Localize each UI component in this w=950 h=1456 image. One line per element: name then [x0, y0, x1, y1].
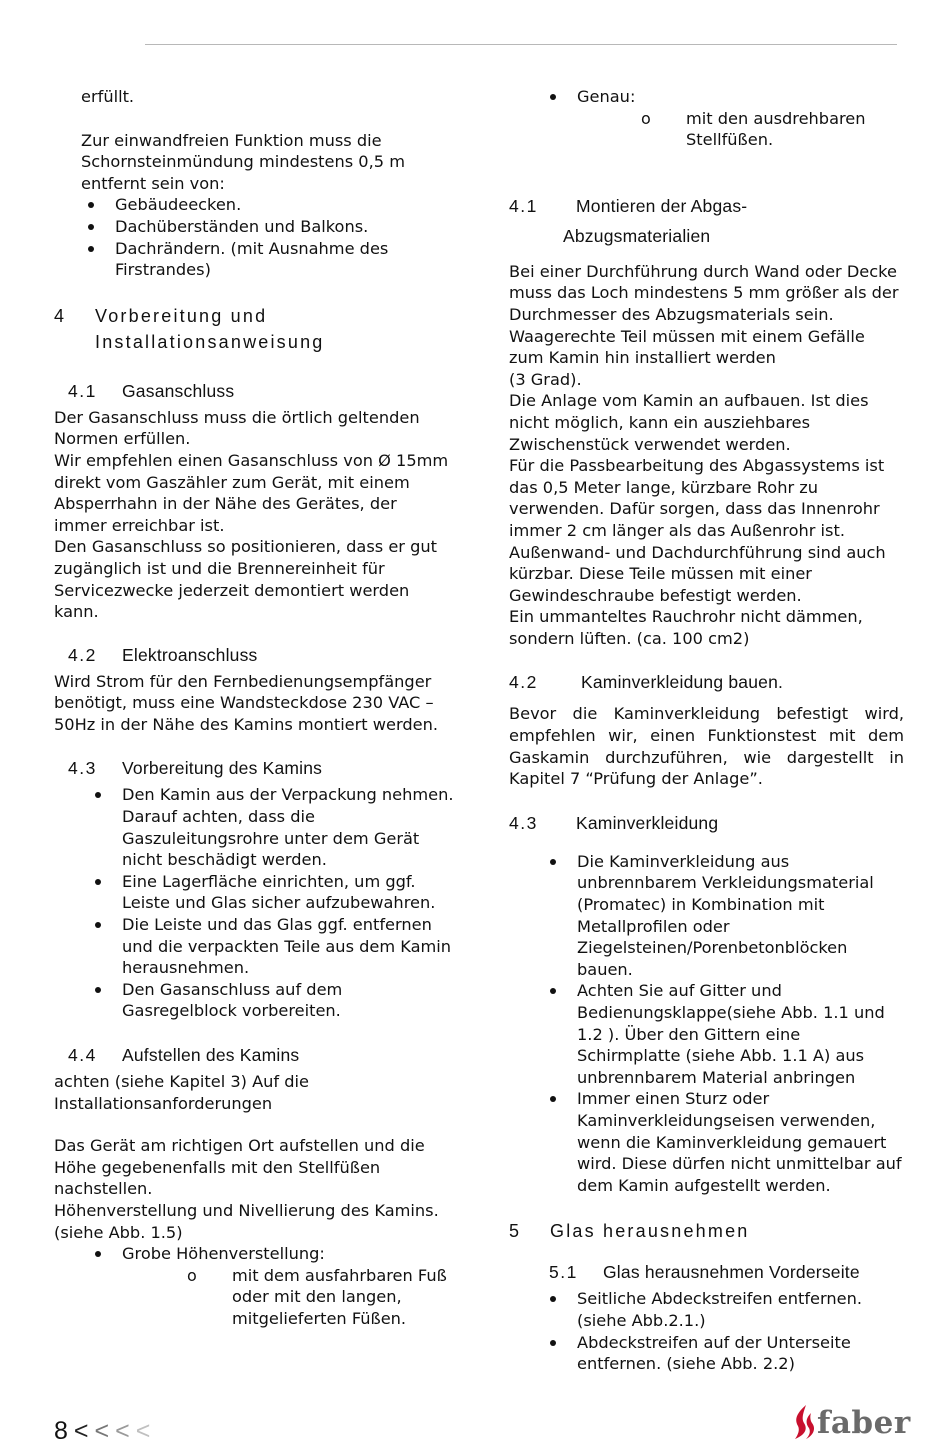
section-title: Montieren der Abgas-: [576, 195, 748, 216]
paragraph: Für die Passbearbeitung des Abgassystems ist das 0,5 Meter lange, kürzbare Rohr zu verwenden. Dafür sorgen, dass das Innenrohr immer 2 cm länger als das Außenrohr ist. Außenwand- und Dachdurchführung sind auch kürzbar. Diese Teile müssen mit einer Gewindeschraube befestigt werden.: [509, 456, 886, 605]
section-4-heading: [54, 303, 454, 355]
section-number: 4.3: [509, 812, 538, 833]
section-4-2-heading: [54, 643, 454, 667]
list-item: Dachrändern. (mit Ausnahme des Firstrandes): [81, 238, 454, 281]
section-number: 4.2: [68, 644, 97, 665]
section-4-3-heading: [54, 756, 454, 780]
section-title: Vorbereitung des Kamins: [122, 758, 323, 779]
section-title: Vorbereitung und: [95, 305, 268, 326]
faber-logo: [792, 1404, 911, 1440]
chimney-paragraph: Zur einwandfreien Funktion muss die Schornsteinmündung mindestens 0,5 m entfernt sein von:: [81, 130, 405, 193]
right-section-4-2-heading: [509, 670, 904, 694]
preparation-list: [54, 784, 454, 1022]
list-item: [543, 86, 904, 151]
section-number: 4.1: [68, 380, 97, 401]
list-item: [88, 1243, 454, 1329]
paragraph: (3 Grad).: [509, 369, 582, 389]
section-title: Glas herausnehmen Vorderseite: [603, 1262, 860, 1283]
list-item-label: Genau:: [577, 87, 636, 106]
section-number: 5: [509, 1221, 522, 1242]
arrow-icon: <: [73, 1417, 89, 1445]
section-number: 4.2: [509, 672, 538, 693]
list-item: Abdeckstreifen auf der Unterseite entfernen. (siehe Abb. 2.2): [543, 1332, 904, 1375]
list-item: Die Leiste und das Glas ggf. entfernen und die verpackten Teile aus dem Kamin herausnehmen.: [88, 914, 454, 979]
paragraph: Das Gerät am richtigen Ort aufstellen und die Höhe gegebenenfalls mit den Stellfüßen nachstellen.: [54, 1136, 425, 1199]
paragraph: Den Gasanschluss so positionieren, dass er gut zugänglich ist und die Brennereinheit für Servicezwecke jederzeit demontiert werden kann.: [54, 537, 437, 622]
section-5-1-heading: [509, 1260, 904, 1284]
sub-list-item: o mit den ausdrehbaren Stellfüßen.: [641, 108, 904, 151]
flame-outer: [795, 1405, 806, 1439]
section-title: Elektroanschluss: [122, 644, 258, 665]
arrow-icon: <: [94, 1417, 110, 1445]
sub-list-item: o mit dem ausfahrbaren Fuß oder mit den langen, mitgelieferten Füßen.: [187, 1265, 454, 1330]
right-section-4-3-heading: [509, 811, 904, 835]
section-title: Abzugsmaterialien: [563, 225, 711, 246]
section-number: 4.4: [68, 1045, 97, 1065]
list-item: Den Gasanschluss auf dem Gasregelblock vorbereiten.: [88, 979, 454, 1022]
page-footer: [54, 1416, 150, 1446]
page-number: 8: [54, 1417, 68, 1445]
height-list: [54, 1243, 454, 1329]
section-number: 5.1: [549, 1262, 578, 1283]
flame-icon: [792, 1404, 816, 1440]
list-item: Seitliche Abdeckstreifen entfernen. (siehe Abb.2.1.): [543, 1288, 904, 1331]
paragraph: Wird Strom für den Fernbedienungsempfänger benötigt, muss eine Wandsteckdose 230 VAC – 50Hz in der Nähe des Kamins montiert werden.: [54, 671, 439, 734]
list-item: Achten Sie auf Gitter und Bedienungsklappe(siehe Abb. 1.1 und 1.2 ). Über den Gittern eine Schirmplatte (siehe Abb. 1.1 A) aus unbrennbarem Material anbringen: [543, 980, 904, 1088]
list-item: Gebäudeecken.: [81, 194, 454, 216]
left-column: [54, 86, 454, 1330]
chimney-list: [54, 194, 454, 280]
paragraph: Höhenverstellung und Nivellierung des Kamins.(siehe Abb. 1.5): [54, 1200, 439, 1242]
paragraph: Bei einer Durchführung durch Wand oder Decke muss das Loch mindestens 5 mm größer als der Durchmesser des Abzugsmaterials sein. Waagerechte Teil müssen mit einem Gefälle zum Kamin hin installiert werden: [509, 261, 899, 368]
arrow-icon: <: [135, 1417, 151, 1445]
cladding-list: [509, 851, 904, 1197]
right-section-4-1-heading: [509, 194, 904, 218]
paragraph: Die Anlage vom Kamin an aufbauen. Ist dies nicht möglich, kann ein ausziehbares Zwischenstück verwendet werden.: [509, 391, 869, 454]
section-4-1-heading: [54, 379, 454, 403]
list-item: Eine Lagerfläche einrichten, um ggf. Leiste und Glas sicher aufzubewahren.: [88, 871, 454, 914]
list-item: Den Kamin aus der Verpackung nehmen. Darauf achten, dass die Gaszuleitungsrohre unter dem Gerät nicht beschädigt werden.: [88, 784, 454, 870]
sub-list: [122, 1265, 454, 1330]
section-title: Glas herausnehmen: [550, 1221, 750, 1242]
right-column: [509, 86, 904, 1375]
section-title: Installationsanweisung: [95, 331, 325, 352]
intro-line: erfüllt.: [81, 87, 135, 106]
list-item: Immer einen Sturz oder Kaminverkleidungseisen verwenden, wenn die Kaminverkleidung gemauert wird. Diese dürfen nicht unmittelbar auf dem Kamin aufgestellt werden.: [543, 1088, 904, 1196]
paragraph: achten (siehe Kapitel 3) Auf die Installationsanforderungen: [54, 1072, 310, 1113]
section-title: Kaminverkleidung bauen.: [581, 672, 784, 693]
paragraph: Wir empfehlen einen Gasanschluss von Ø 15mm direkt vom Gaszähler zum Gerät, mit einem Absperrhahn in der Nähe des Gerätes, der immer erreichbar ist.: [54, 450, 449, 535]
glass-removal-list: [509, 1288, 904, 1374]
logo-text: faber: [817, 1405, 911, 1441]
section-number: 4.3: [68, 758, 97, 779]
section-4-4-heading: [54, 1043, 454, 1067]
paragraph: Der Gasanschluss muss die örtlich geltenden Normen erfüllen.: [54, 407, 420, 449]
section-number: 4.1: [509, 195, 538, 216]
right-section-4-1-heading-line2: [509, 224, 904, 248]
section-5-heading: [509, 1218, 904, 1244]
paragraph: Bevor die Kaminverkleidung befestigt wird, empfehlen wir, einen Funktionstest mit dem Gaskamin durchzuführen, wie dargestellt in Kapitel 7 “Prüfung der Anlage”.: [509, 704, 904, 789]
section-title: Gasanschluss: [122, 380, 235, 401]
header-rule: [145, 44, 897, 45]
section-number: 4: [54, 305, 67, 326]
flame-inner: [806, 1413, 814, 1439]
sub-list: [577, 108, 904, 151]
paragraph: Ein ummanteltes Rauchrohr nicht dämmen, sondern lüften. (ca. 100 cm2): [509, 607, 863, 648]
section-title: Kaminverkleidung: [576, 812, 719, 833]
arrow-icon: <: [115, 1417, 130, 1445]
section-title: Aufstellen des Kamins: [122, 1045, 300, 1065]
list-item: Die Kaminverkleidung aus unbrennbarem Verkleidungsmaterial (Promatec) in Kombination mit Metallprofilen oder Ziegelsteinen/Porenbetonblöcken bauen.: [543, 851, 904, 981]
fine-adjust-list: [509, 86, 904, 151]
list-item-label: Grobe Höhenverstellung:: [122, 1244, 325, 1264]
list-item: Dachüberständen und Balkons.: [81, 216, 454, 238]
